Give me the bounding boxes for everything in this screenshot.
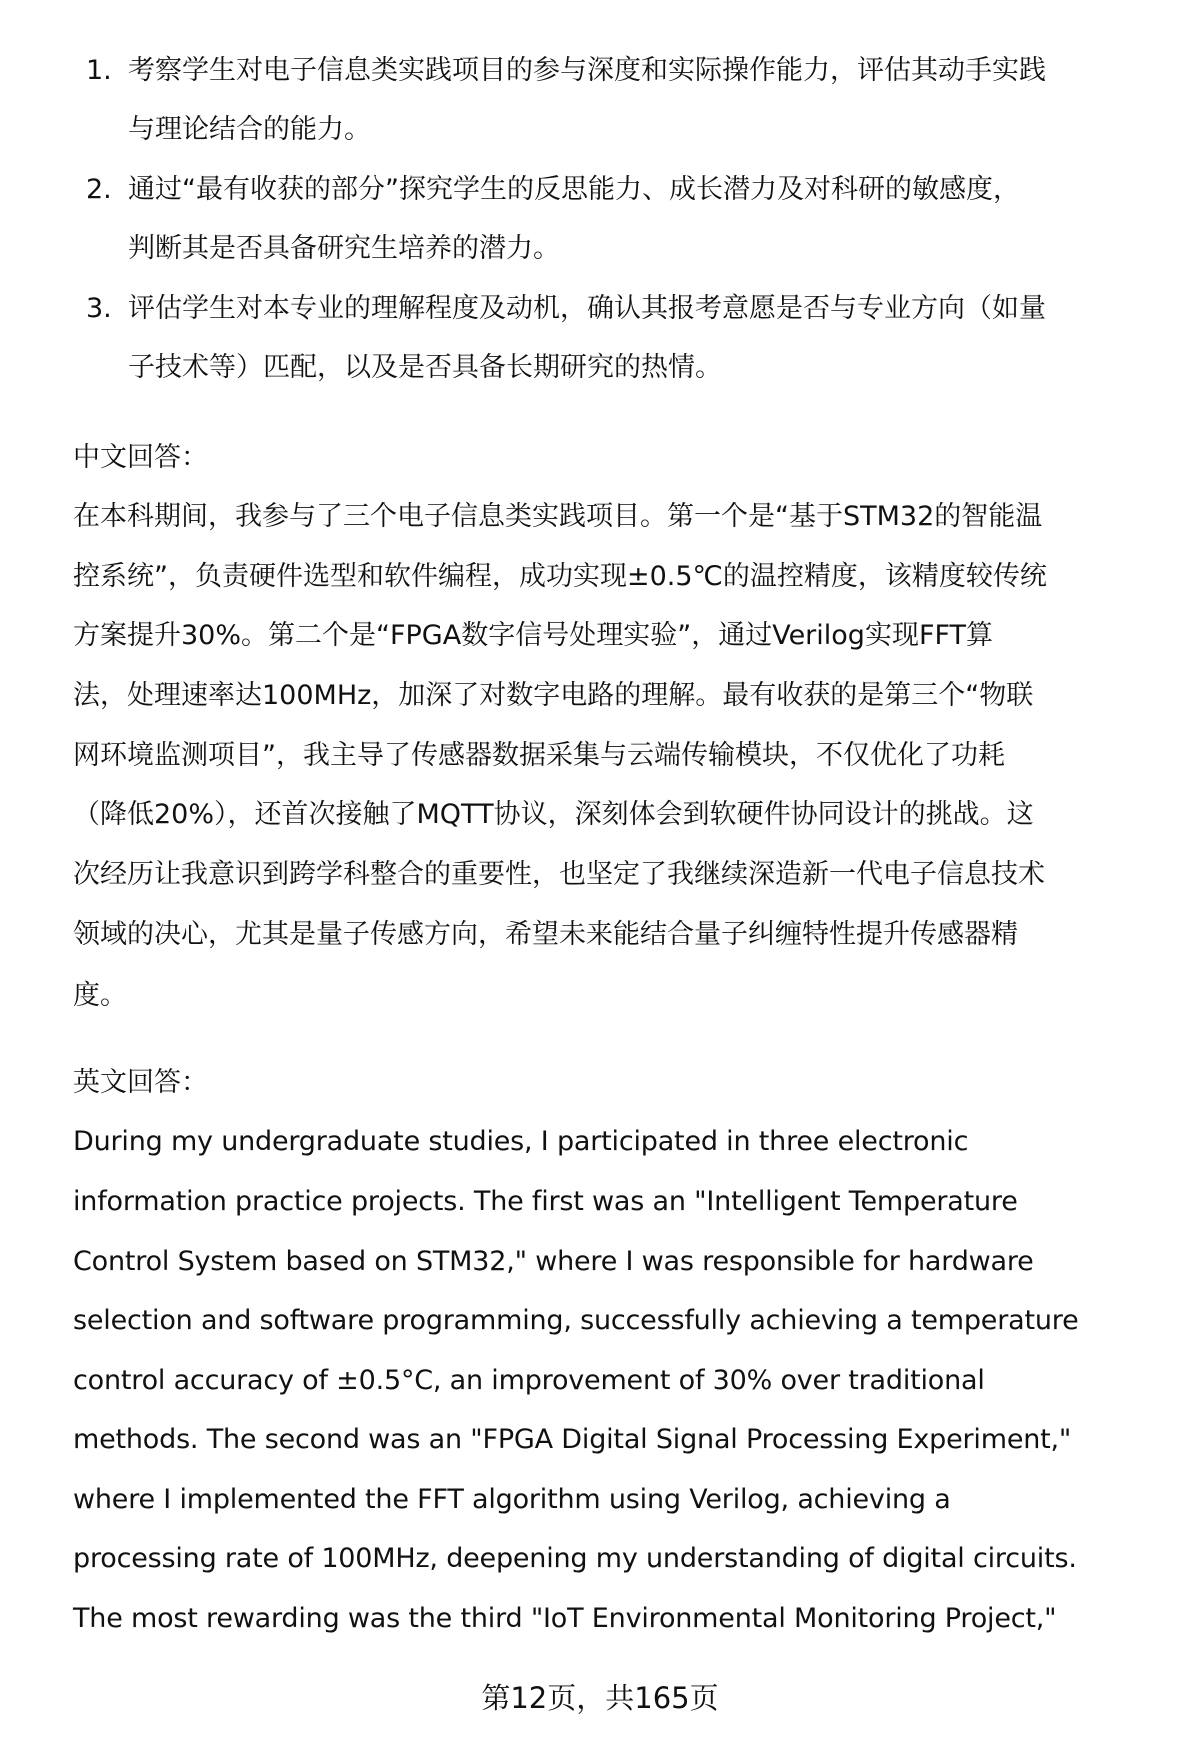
paragraph-line: methods. The second was an "FPGA Digital Signal Processing Experiment," [73, 1424, 1072, 1455]
section-label: 中文回答： [73, 442, 208, 473]
paragraph-line: 度。 [73, 980, 127, 1011]
paragraph-line: 法，处理速率达100MHz，加深了对数字电路的理解。最有收获的是第三个“物联 [73, 680, 1034, 711]
paragraph-line: 次经历让我意识到跨学科整合的重要性，也坚定了我继续深造新一代电子信息技术 [73, 859, 1045, 890]
paragraph-line: During my undergraduate studies, I participated in three electronic [73, 1126, 969, 1157]
section-label: 英文回答： [73, 1067, 208, 1098]
paragraph-line: 领域的决心，尤其是量子传感方向，希望未来能结合量子纠缠特性提升传感器精 [73, 919, 1018, 950]
paragraph-line: Control System based on STM32," where I was responsible for hardware [73, 1246, 1034, 1277]
paragraph-line: 控系统”，负责硬件选型和软件编程，成功实现±0.5℃的温控精度，该精度较传统 [73, 561, 1047, 592]
paragraph-line: The most rewarding was the third "IoT Environmental Monitoring Project," [73, 1603, 1057, 1634]
list-item-text: 与理论结合的能力。 [128, 114, 371, 145]
list-number: 1. [86, 55, 112, 86]
list-item-text: 通过“最有收获的部分”探究学生的反思能力、成长潜力及对科研的敏感度， [128, 174, 1020, 205]
paragraph-line: 方案提升30%。第二个是“FPGA数字信号处理实验”，通过Verilog实现FFT算 [73, 620, 994, 651]
list-number: 3. [86, 293, 112, 324]
paragraph-line: processing rate of 100MHz, deepening my understanding of digital circuits. [73, 1543, 1077, 1574]
page-indicator: 第12页，共165页 [481, 1681, 719, 1715]
paragraph-line: control accuracy of ±0.5°C, an improvement of 30% over traditional [73, 1365, 985, 1396]
paragraph-line: 在本科期间，我参与了三个电子信息类实践项目。第一个是“基于STM32的智能温 [73, 501, 1043, 532]
list-item-text: 子技术等）匹配，以及是否具备长期研究的热情。 [128, 352, 722, 383]
paragraph-line: 网环境监测项目”，我主导了传感器数据采集与云端传输模块，不仅优化了功耗 [73, 740, 1005, 771]
paragraph-line: （降低20%），还首次接触了MQTT协议，深刻体会到软硬件协同设计的挑战。这 [73, 799, 1034, 830]
list-number: 2. [86, 174, 112, 205]
paragraph-line: where I implemented the FFT algorithm using Verilog, achieving a [73, 1484, 951, 1515]
list-item-text: 考察学生对电子信息类实践项目的参与深度和实际操作能力，评估其动手实践 [128, 55, 1046, 86]
paragraph-line: information practice projects. The first was an "Intelligent Temperature [73, 1186, 1018, 1217]
list-item-text: 判断其是否具备研究生培养的潜力。 [128, 233, 560, 264]
list-item-text: 评估学生对本专业的理解程度及动机，确认其报考意愿是否与专业方向（如量 [128, 293, 1046, 324]
paragraph-line: selection and software programming, successfully achieving a temperature [73, 1305, 1079, 1336]
